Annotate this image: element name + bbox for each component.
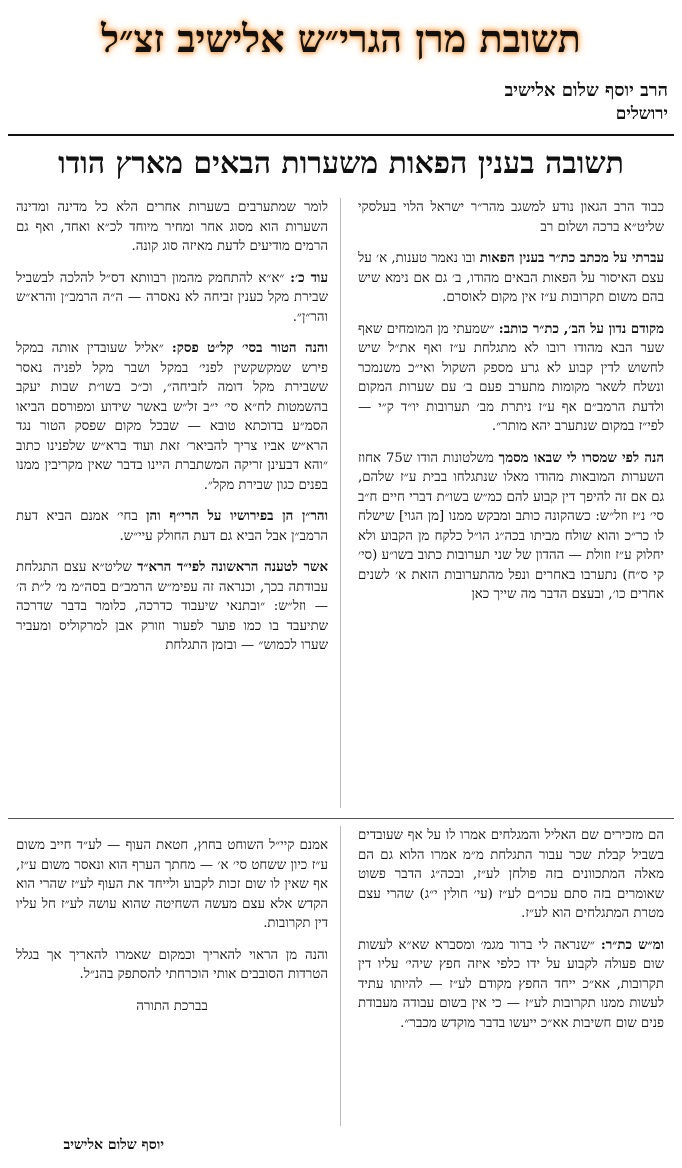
paragraph-body: ״שמעתי מן המומחים שאף שער הבא מהודו רובו לא מתגלחת ע״ז ואף את״ל שיש לחשוש לדין קבוע לא גרע מספק השקול ואי״כ משנמכר ונשלח לשאר מקומות מתערב פעם ב׳ עם שערות המקום ולדעת הרמב״ם אף ע״ז ניתרת מב׳ תערובות יו״ד ק״י — לפי״ז במקום שנתערב יהא מותר״. bbox=[358, 321, 664, 434]
paragraph-body: משלטונות הודו ש75 אחוז השערות המובאות מהודו מאלו שנתגלחו בבית ע״ז שלהם, גם אם זה להיפך דין קבוע להם כמ״ש בשו״ת דברי חיים ח״ב סי׳ נ״ז וזל״ש: כשהקונה כותב ומבקש ממנו [מן הגוי] שישלח לו כר״כ והוא שולח מביתו בכה״ג הו״ל כלקח מן הקבוע ולא יחלוק ע״ז וזולת — ההדון של שני תערובות כתוב בשו״ע (סי׳ קי ס״ח) נתערבו באחרים ונפל מהתערובות הזאת א׳ לשנים אחרים כו׳, ובעצם הדבר מה שייך כאן bbox=[358, 450, 664, 602]
author-name: הרב יוסף שלום אלישיב bbox=[504, 80, 668, 101]
paragraph: אמנם קיי״ל השוחט בחוץ, חטאת העוף — לע״ד חייב משום ע״ז כיון ששחט סי׳ א׳ — מחתך הערף הוא ונאסר משום ע״ז, אף שאין לו שום זכות לקבוע ולייחד את העוף לע״ז שהרי הוא הקדש אלא עצם מעשה השחיטה שהוא עושה לע״ז חל עליו דין תקרובות. bbox=[16, 838, 328, 931]
column-divider-top bbox=[340, 198, 341, 808]
paragraph-lead: הנה לפי שמסרו לי שבאו מסמך bbox=[498, 450, 664, 466]
paragraph-body: ״שנראה לי ברור מגמ׳ ומסברא שא״א לעשות שום פעולה לקבוע על ידו כלפי איזה חפץ שיהי׳ עליו דין תקרובות, אא״כ ייחד החפץ מקודם לע״ז — להיותו עתיד לעשות ממנו תקרובות לע״ז — כי אין בשום עבודה מעבודת פנים שום חשיבות אא״כ ייעשו בדבר מוקדש מכבר״. bbox=[358, 937, 664, 1031]
paragraph bbox=[16, 269, 328, 328]
paragraph-lead: מקודם נדון על הב׳, כת״ר כותב: bbox=[498, 321, 664, 337]
paragraph-body: בחי׳ אמנם הביא דעת הרמב״ן אבל הביא גם דעת החולק עיי״ש. bbox=[16, 509, 328, 544]
closing-blessing: בברכת התורה bbox=[136, 998, 208, 1014]
paragraph-body: ובו נאמר טענות, א׳ על עצם האיסור על הפאות הבאים מהודו, ב׳ גם אם נימא שיש בהם משום תקרובות ע״ז אין מקום לאוסרם. bbox=[358, 251, 664, 305]
column-right-bottom bbox=[358, 826, 664, 1128]
page-title: תשובת מרן הגרי״ש אלישיב זצ״ל bbox=[101, 16, 581, 61]
paragraph-body: שליט״א עצם התגלחת עבודתה בכך, וכנראה זה עפימ״ש הרמב״ם בסה״מ מ׳ ל״ת ה׳ — וזל״ש: ״ובתנאי שיעבוד כדרכה, כלומר בדבר שדרכה שתיעבד בו כמו פוער לפעור וזורק אבן למרקוליס ומעביר שערו לכמוש״ — ובזמן התגלחת bbox=[16, 560, 328, 653]
signature: יוסף שלום אלישיב bbox=[63, 1137, 164, 1153]
paragraph: לומר שמתערבים בשערות אחרים הלא כל מדינה ומדינה השערות הוא מסוג אחר ומחיר מיוחד לכ״א ואחד, ואף גם הרמים מודיעים לדעת מאיזה סוג קונה. bbox=[16, 200, 328, 254]
paragraph-lead: והר״ן הן בפירושיו על הרי״ף והן bbox=[146, 509, 328, 524]
column-left-top bbox=[16, 198, 328, 810]
paragraph bbox=[16, 507, 328, 546]
paragraph-lead: עברתי על מכתב כת״ר בענין הפאות bbox=[479, 251, 664, 266]
section-divider bbox=[8, 818, 674, 819]
paragraph-lead: עוד כ׳: bbox=[290, 270, 328, 286]
column-left-bottom bbox=[16, 836, 328, 1128]
paragraph-lead: אשר לטענה הראשונה לפי״ד הרא״ד bbox=[137, 560, 328, 575]
paragraph bbox=[358, 449, 664, 605]
paragraph: והנה מן הראוי להאריך וכמקום שאמרו להאריך אך בגלל הטרדות הסובבים אותי הוכרחתי להסתפק בהנ״ל. bbox=[16, 947, 328, 982]
paragraph-lead: והנה הטור בסי׳ קל״ט פסק: bbox=[171, 341, 328, 356]
paragraph: הם מזכירים שם האליל והמגלחים אמרו לו על אף שעובדים בשביל קבלת שכר עבור התגלחת מ״מ אמרו הלוא גם הם מאלה המתכוונים בזה פולחן לע״ז, ובכה״ג הדבר פשוט שאומרים בזה סתם עכו״ם לע״ז (עי׳ חולין י״ג) שהרי עצם מטרת המתגלחים הוא לע״ז. bbox=[358, 828, 664, 921]
paragraph-lead: ומ״ש כת״ר: bbox=[600, 937, 664, 953]
column-divider-bottom bbox=[340, 826, 341, 1126]
paragraph bbox=[16, 339, 328, 495]
header-divider bbox=[8, 134, 674, 136]
author-city: ירושלים bbox=[615, 104, 668, 124]
paragraph-body: ״א״א להתחמק מהמון רבוותא דס״ל להלכה לבשביל שבירת מקל כענין זביחה לא נאסרה — ה״ה הרמב״ן והרא״ש והר״ן״. bbox=[16, 270, 328, 325]
paragraph bbox=[16, 558, 328, 656]
paragraph bbox=[358, 249, 664, 308]
paragraph-body: ״אליל שעובדין אותה במקל פירש שמקשקשין לפני׳ במקל ושבר מקל לפניה נאסר ששבירת מקל דומה לזביחה״, וכ״כ בשו״ת שבות יעקב בהשמטות לח״א סי׳ י״ב זל״ש באשר שידוע ומפורסם הביאו הסמ״ע בדוכתא טובא — שבכל מקום שפסק הטור נגד הרא״ש אביו צריך להביאר׳ זאת ועוד ברא״ש שלפנינו כתוב ״והא דבעינן זריקה המשתברת היינו בדבר שאין מקריבין ממנו בפנים כגון שבירת מקל״. bbox=[16, 341, 328, 493]
paragraph: כבוד הרב הגאון נודע למשגב מהר״ר ישראל הלוי בעלסקי שליט״א ברכה ושלום רב bbox=[358, 200, 664, 235]
column-right-top bbox=[358, 198, 664, 810]
article-headline: תשובה בענין הפאות משערות הבאים מארץ הודו bbox=[58, 146, 624, 181]
paragraph bbox=[358, 936, 664, 1034]
paragraph bbox=[358, 320, 664, 437]
